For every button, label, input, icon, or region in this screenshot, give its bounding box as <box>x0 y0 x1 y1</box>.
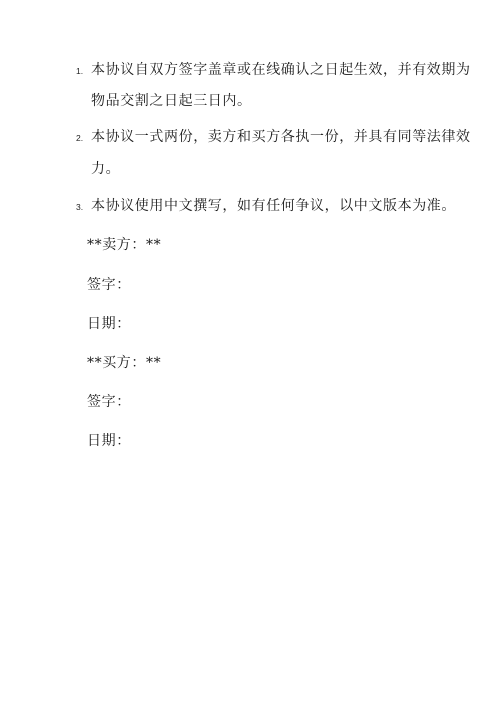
clause-text-line: 物品交割之日起三日内。 <box>91 93 252 109</box>
buyer-heading: **买方：** <box>87 355 162 371</box>
buyer-signature-label: 签字： <box>87 394 131 410</box>
clause-number: 3. <box>76 202 84 212</box>
seller-date-label: 日期： <box>87 316 131 332</box>
clause-text-line: 力。 <box>91 161 121 177</box>
clause-text-line: 本协议一式两份，卖方和买方各执一份，并具有同等法律效 <box>91 129 471 145</box>
buyer-date-label: 日期： <box>87 433 131 449</box>
clause-number: 2. <box>76 133 84 143</box>
seller-signature-label: 签字： <box>87 277 131 293</box>
clause-text-line: 本协议自双方签字盖章或在线确认之日起生效，并有效期为 <box>91 62 471 78</box>
clause-text-line: 本协议使用中文撰写，如有任何争议，以中文版本为准。 <box>91 198 456 214</box>
clause-number: 1. <box>76 66 84 76</box>
seller-heading: **卖方：** <box>87 237 162 253</box>
